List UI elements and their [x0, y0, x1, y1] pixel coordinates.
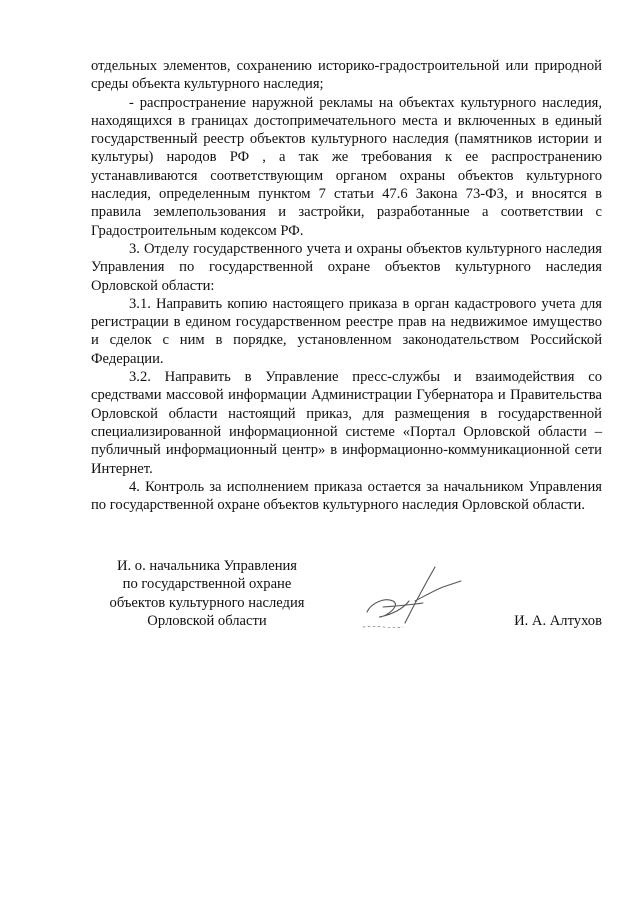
signatory-position-line: по государственной охране	[122, 576, 292, 593]
document-body	[91, 57, 602, 514]
signatory-position-line: И. о. начальника Управления	[116, 558, 298, 574]
signature-block	[91, 557, 602, 637]
signatory-position-line: объектов культурного наследия	[109, 594, 305, 611]
paragraph-advertising: - распространение наружной рекламы на объектах культурного наследия, находящихся в границах достопримечательного места и включенных в единый государственный реестр объектов культурного наследия (памятников истории и культуры) народов РФ , а так же требования к ее распространению устанавливаются соответствующим органом охраны объектов культурного наследия, определенным пунктом 7 статьи 47.6 Закона 73-ФЗ, и вносятся в правила землепользования и застройки, разработанные а соответствии с Градостроительным кодексом РФ.	[91, 94, 602, 239]
handwritten-signature	[357, 557, 467, 635]
signatory-name: И. А. Алтухов	[514, 613, 602, 629]
paragraph-item-3-2: 3.2. Направить в Управление пресс-службы и взаимодействия со средствами массовой информации Администрации Губернатора и Правительства Орловской области настоящий приказ, для размещения в государственной специализированной информационной системе «Портал Орловской области – публичный информационный центр» в информационно-коммуникационной сети Интернет.	[91, 369, 602, 477]
signatory-position	[91, 557, 323, 630]
paragraph-item-4: 4. Контроль за исполнением приказа остается за начальником Управления по государственной охране объектов культурного наследия Орловской области.	[91, 478, 602, 514]
paragraph-item-3: 3. Отделу государственного учета и охраны объектов культурного наследия Управления по государственной охране объектов культурного наследия Орловской области:	[91, 240, 602, 294]
paragraph-item-3-1: 3.1. Направить копию настоящего приказа в орган кадастрового учета для регистрации в едином государственном реестре прав на недвижимое имущество и сделок с ним в порядке, установленном законодательством Российской Федерации.	[91, 295, 602, 367]
paragraph-continuation: отдельных элементов, сохранению историко-градостроительной или природной среды объекта культурного наследия;	[91, 58, 602, 93]
signatory-position-line: Орловской области	[147, 612, 267, 629]
